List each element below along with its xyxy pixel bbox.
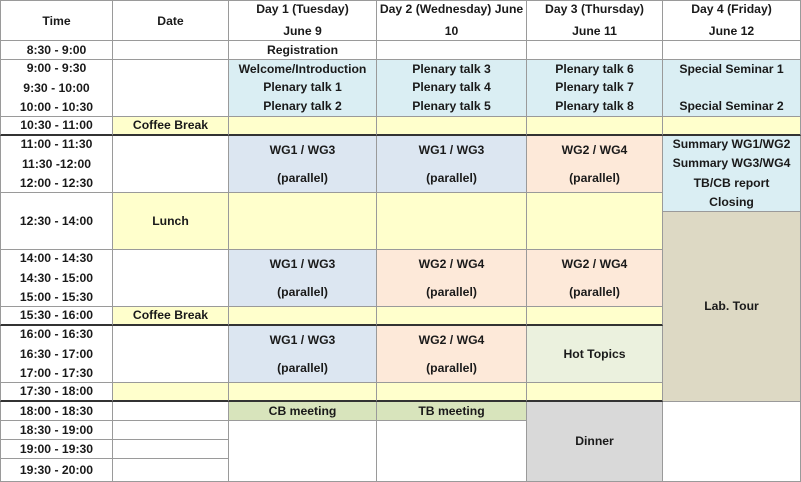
time-cell (0, 307, 113, 326)
time-cell-line: 11:30 -12:00 (21, 156, 92, 171)
time-cell-line: 18:00 - 18:30 (19, 403, 94, 418)
session-cell-line: CB meeting (268, 404, 337, 418)
time-cell (0, 402, 113, 421)
header-day-2 (377, 0, 527, 41)
session-cell-line: (parallel) (426, 360, 477, 375)
time-cell-line: 10:00 - 10:30 (19, 100, 94, 114)
session-cell (377, 326, 527, 383)
header-date (113, 0, 229, 41)
session-cell (663, 117, 801, 136)
session-cell (663, 60, 801, 117)
time-cell (0, 41, 113, 60)
header-day-1-line: Day 1 (Tuesday) (256, 2, 349, 16)
session-cell (527, 326, 663, 383)
session-cell-line: Hot Topics (563, 346, 626, 361)
day4-summary (663, 136, 801, 212)
session-cell (527, 41, 663, 60)
session-cell-line: TB meeting (418, 404, 485, 418)
time-cell-line: 8:30 - 9:00 (26, 42, 87, 57)
header-day-2-line: 10 (444, 24, 459, 38)
session-cell (229, 60, 377, 117)
session-cell (527, 136, 663, 193)
session-cell (377, 250, 527, 307)
time-cell-line: 14:30 - 15:00 (19, 270, 94, 285)
time-cell-line: 15:00 - 15:30 (19, 290, 94, 304)
session-cell-line (730, 80, 733, 95)
day3-dinner (527, 402, 663, 482)
header-date-line: Date (157, 14, 184, 28)
time-cell-line: 9:00 - 9:30 (26, 61, 87, 75)
time-cell-line: 16:00 - 16:30 (19, 327, 94, 341)
time-cell-line: 14:00 - 14:30 (19, 251, 94, 265)
session-cell-line: WG1 / WG3 (418, 142, 485, 157)
session-cell-line: WG1 / WG3 (269, 332, 336, 347)
date-cell (113, 250, 229, 307)
header-day-4-line: Day 4 (Friday) (691, 2, 772, 16)
session-cell-line: Plenary talk 2 (263, 99, 342, 114)
session-cell-line: Registration (266, 42, 339, 57)
day4-summary-line: Closing (709, 194, 754, 209)
session-cell-line: Plenary talk 3 (412, 61, 491, 76)
session-cell-line: WG2 / WG4 (561, 256, 628, 271)
time-cell (0, 193, 113, 250)
time-cell-line: 16:30 - 17:00 (19, 346, 94, 361)
session-cell-line: Plenary talk 4 (412, 80, 491, 95)
session-cell (229, 117, 377, 136)
session-cell (527, 383, 663, 402)
session-cell (377, 136, 527, 193)
header-day-2-line: Day 2 (Wednesday) June (379, 2, 524, 16)
time-cell-line: 19:00 - 19:30 (19, 441, 94, 456)
day4-summary-line: Summary WG1/WG2 (672, 137, 791, 151)
session-cell (663, 41, 801, 60)
session-cell-line: WG1 / WG3 (269, 142, 336, 157)
time-cell-line: 12:30 - 14:00 (19, 213, 94, 228)
time-cell (0, 459, 113, 482)
date-cell-line: Lunch (152, 213, 189, 228)
time-cell (0, 421, 113, 440)
date-cell (113, 193, 229, 250)
session-cell (229, 383, 377, 402)
time-cell (0, 60, 113, 117)
session-cell (377, 402, 527, 421)
time-cell (0, 136, 113, 193)
session-cell (527, 307, 663, 326)
session-cell-line: (parallel) (569, 284, 620, 299)
session-cell-line: Plenary talk 8 (555, 99, 634, 114)
day4-summary-line: Summary WG3/WG4 (672, 156, 791, 171)
time-cell-line: 19:30 - 20:00 (19, 462, 94, 477)
session-cell-line: (parallel) (277, 360, 328, 375)
session-cell-line: WG2 / WG4 (418, 332, 485, 347)
date-cell-line: Coffee Break (132, 308, 209, 322)
session-cell (229, 307, 377, 326)
session-cell-line: WG2 / WG4 (561, 142, 628, 157)
time-cell-line: 17:00 - 17:30 (19, 366, 94, 380)
session-cell (377, 383, 527, 402)
time-cell-line: 17:30 - 18:00 (19, 384, 94, 398)
time-cell-line: 15:30 - 16:00 (19, 308, 94, 322)
session-cell (377, 307, 527, 326)
time-cell (0, 326, 113, 383)
header-day-3-line: Day 3 (Thursday) (545, 2, 644, 16)
session-cell-line: (parallel) (569, 170, 620, 185)
date-cell-line: Coffee Break (132, 118, 209, 132)
time-cell-line: 11:00 - 11:30 (20, 137, 93, 151)
session-cell (527, 117, 663, 136)
session-cell-line: (parallel) (426, 170, 477, 185)
day4-lab-tour (663, 212, 801, 402)
date-cell (113, 440, 229, 459)
session-cell (229, 193, 377, 250)
session-cell (229, 136, 377, 193)
header-day-3-line: June 11 (572, 24, 617, 38)
session-cell-line: (parallel) (426, 284, 477, 299)
session-cell (527, 60, 663, 117)
day1-evening (229, 421, 377, 482)
header-day-4-line: June 12 (708, 24, 755, 38)
session-cell-line: Special Seminar 1 (679, 61, 784, 76)
session-cell (229, 250, 377, 307)
header-day-1 (229, 0, 377, 41)
date-cell (113, 383, 229, 402)
day4-summary-line: TB/CB report (693, 175, 770, 190)
day4-lab-tour-line: Lab. Tour (704, 299, 759, 313)
session-cell-line: WG1 / WG3 (269, 256, 336, 271)
session-cell (377, 117, 527, 136)
day2-evening (377, 421, 527, 482)
session-cell (377, 60, 527, 117)
session-cell (527, 193, 663, 250)
time-cell (0, 117, 113, 136)
date-cell (113, 459, 229, 482)
time-cell (0, 440, 113, 459)
date-cell (113, 136, 229, 193)
time-cell (0, 250, 113, 307)
date-cell (113, 326, 229, 383)
date-cell (113, 421, 229, 440)
date-cell (113, 117, 229, 136)
time-cell-line: 12:00 - 12:30 (19, 176, 94, 190)
session-cell-line: (parallel) (277, 284, 328, 299)
session-cell (229, 326, 377, 383)
session-cell (229, 41, 377, 60)
session-cell-line: Plenary talk 7 (555, 80, 634, 95)
header-day-1-line: June 9 (283, 24, 322, 38)
date-cell (113, 402, 229, 421)
date-cell (113, 60, 229, 117)
header-day-3 (527, 0, 663, 41)
header-day-4 (663, 0, 801, 41)
session-cell-line: Welcome/Introduction (238, 61, 367, 76)
header-time (0, 0, 113, 41)
time-cell-line: 9:30 - 10:00 (23, 80, 90, 95)
session-cell (377, 193, 527, 250)
session-cell-line: Special Seminar 2 (679, 99, 784, 114)
session-cell (229, 402, 377, 421)
day3-dinner-line: Dinner (575, 434, 614, 448)
day4-evening (663, 402, 801, 482)
time-cell-line: 18:30 - 19:00 (19, 422, 94, 437)
session-cell (527, 250, 663, 307)
session-cell-line: (parallel) (277, 170, 328, 185)
session-cell-line: Plenary talk 6 (555, 61, 634, 76)
date-cell (113, 307, 229, 326)
header-time-line: Time (42, 14, 71, 28)
date-cell (113, 41, 229, 60)
session-cell (377, 41, 527, 60)
time-cell (0, 383, 113, 402)
session-cell-line: Plenary talk 5 (412, 99, 491, 114)
session-cell-line: Plenary talk 1 (263, 80, 342, 95)
time-cell-line: 10:30 - 11:00 (20, 118, 93, 132)
session-cell-line: WG2 / WG4 (418, 256, 485, 271)
